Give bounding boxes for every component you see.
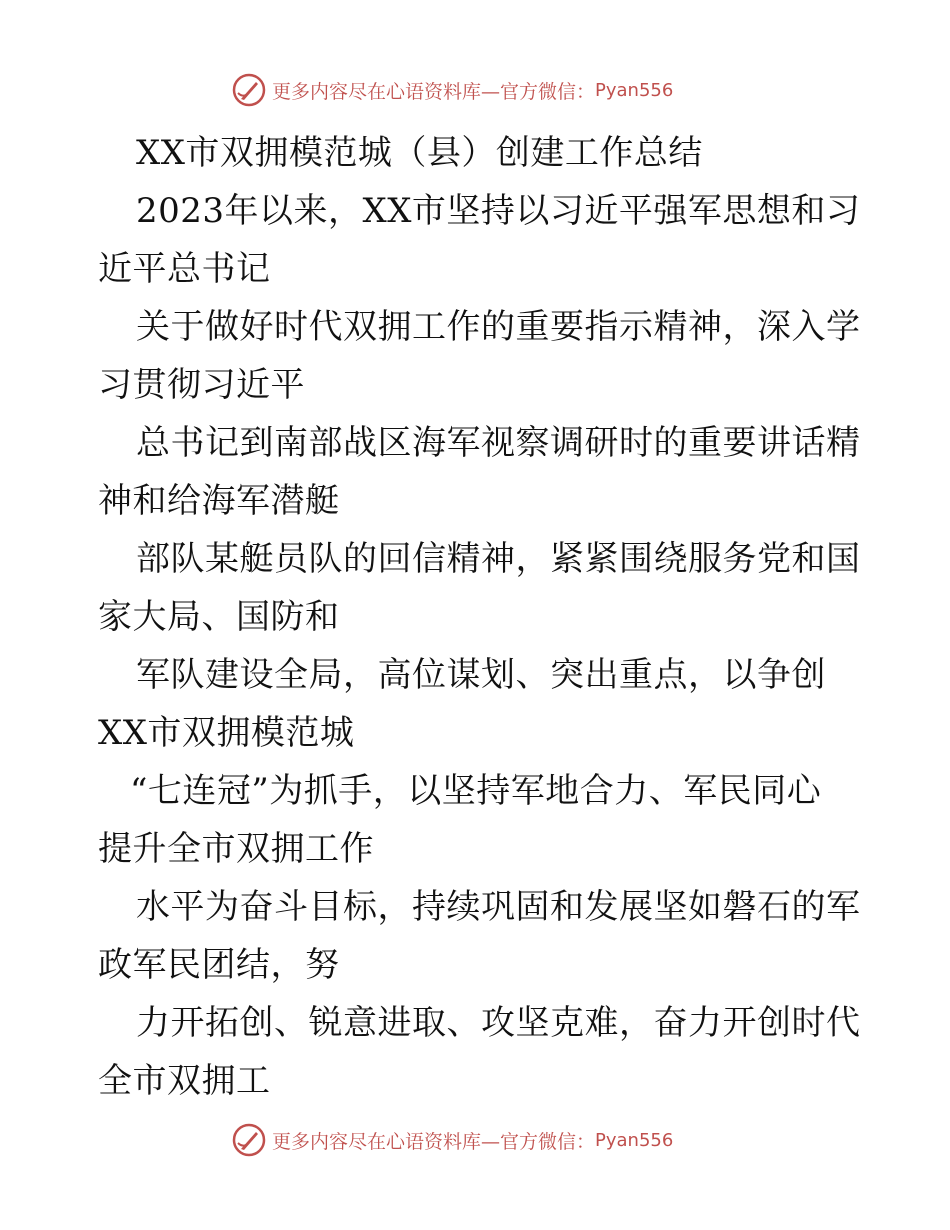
- document-line: 近平总书记: [98, 249, 271, 289]
- document-line: 水平为奋斗目标，持续巩固和发展坚如磐石的军: [136, 887, 861, 927]
- document-line: 习贯彻习近平: [98, 365, 305, 405]
- document-line: “七连冠”为抓手，以坚持军地合力、军民同心: [130, 771, 822, 811]
- footer-banner: [232, 1122, 752, 1158]
- document-line: XX市双拥模范城: [98, 713, 355, 753]
- document-line: 总书记到南部战区海军视察调研时的重要讲话精: [136, 423, 861, 463]
- document-line: 关于做好时代双拥工作的重要指示精神，深入学: [136, 307, 861, 347]
- document-line: 神和给海军潜艇: [98, 481, 340, 521]
- footer-banner-wechat: Pyan556: [595, 1129, 674, 1151]
- quill-logo-icon: [232, 1123, 266, 1157]
- document-line: 部队某艇员队的回信精神，紧紧围绕服务党和国: [136, 539, 861, 579]
- document-line: 军队建设全局，高位谋划、突出重点，以争创: [136, 655, 826, 695]
- document-body: [98, 124, 861, 1110]
- quill-logo-icon: [232, 73, 266, 107]
- document-line: 2023年以来，XX市坚持以习近平强军思想和习: [136, 191, 861, 231]
- footer-banner-text: 更多内容尽在心语资料库—官方微信：: [272, 1130, 596, 1153]
- header-banner-wechat: Pyan556: [595, 79, 674, 101]
- document-line: 家大局、国防和: [98, 597, 340, 637]
- document-line: 提升全市双拥工作: [98, 829, 374, 869]
- document-line: 全市双拥工: [98, 1061, 271, 1101]
- document-title: XX市双拥模范城（县）创建工作总结: [136, 133, 703, 173]
- document-line: 力开拓创、锐意进取、攻坚克难，奋力开创时代: [136, 1003, 861, 1043]
- header-banner: [232, 72, 752, 108]
- document-line: 政军民团结，努: [98, 945, 340, 985]
- header-banner-text: 更多内容尽在心语资料库—官方微信：: [272, 80, 596, 103]
